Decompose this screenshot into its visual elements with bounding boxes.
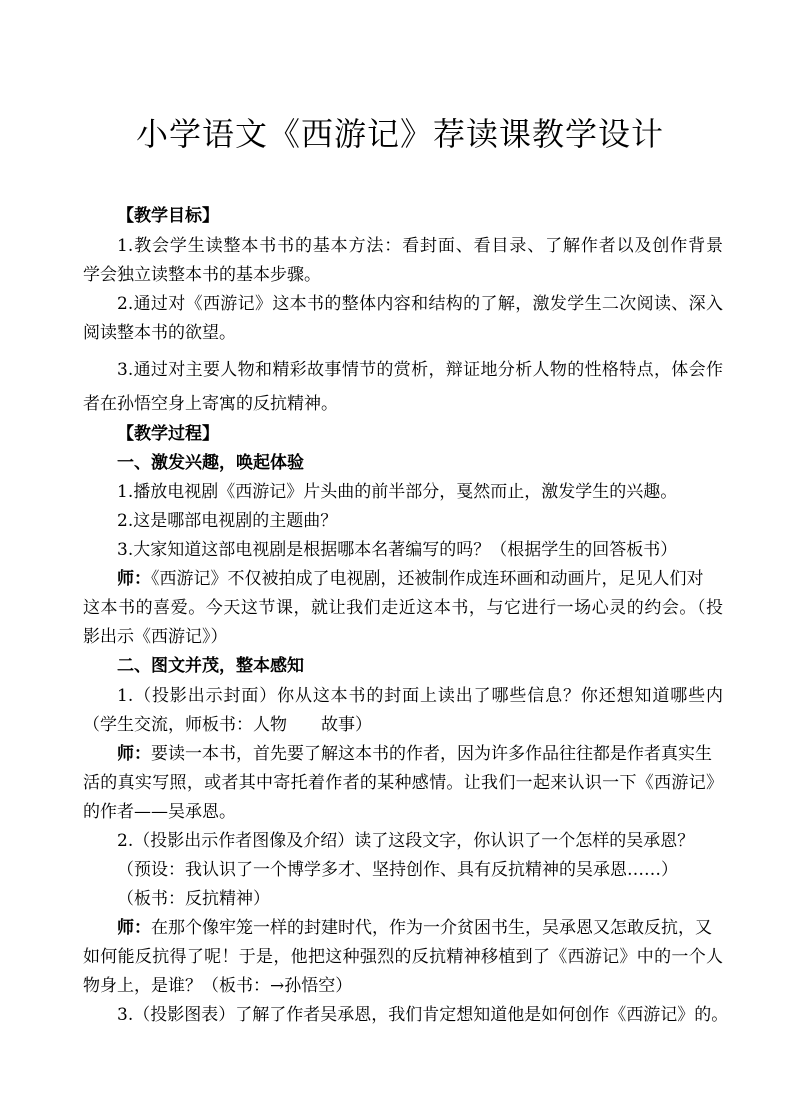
- paragraph-line: 1.教会学生读整本书书的基本方法：看封面、看目录、了解作者以及创作背景: [117, 236, 723, 256]
- subsection-heading: 二、图文并茂，整本感知: [117, 656, 304, 676]
- paragraph-line: 1.播放电视剧《西游记》片头曲的前半部分，戛然而止，激发学生的兴趣。: [117, 482, 678, 502]
- paragraph-line: 活的真实写照，或者其中寄托着作者的某种感情。让我们一起来认识一下《西游记》: [83, 773, 723, 793]
- teacher-label: 师：: [117, 569, 151, 589]
- section-heading-objectives: 【教学目标】: [117, 206, 219, 226]
- paragraph-line: 2.通过对《西游记》这本书的整体内容和结构的了解，激发学生二次阅读、深入: [117, 294, 723, 314]
- paragraph-line: （学生交流，师板书：人物 故事）: [83, 715, 372, 735]
- teacher-text: 《西游记》不仅被拍成了电视剧，还被制作成连环画和动画片，足见人们对: [151, 569, 704, 589]
- subsection-heading: 一、激发兴趣，唤起体验: [117, 453, 304, 473]
- paragraph-line: 3.大家知道这部电视剧是根据哪本名著编写的吗？（根据学生的回答板书）: [117, 540, 678, 560]
- paragraph-line: 2.这是哪部电视剧的主题曲？: [117, 511, 338, 531]
- section-heading-process: 【教学过程】: [117, 424, 219, 444]
- paragraph-line: 的作者——吴承恩。: [83, 802, 236, 822]
- page-title: 小学语文《西游记》荐读课教学设计: [135, 115, 664, 153]
- teacher-line: [117, 915, 723, 941]
- paragraph-line: 影出示《西游记》）: [83, 627, 228, 647]
- teacher-text: 要读一本书，首先要了解这本书的作者，因为许多作品往往都是作者真实生: [151, 744, 712, 764]
- teacher-line: [117, 741, 723, 767]
- paragraph-line: 如何能反抗得了呢！于是，他把这种强烈的反抗精神移植到了《西游记》中的一个人: [83, 947, 723, 967]
- teacher-text: 在那个像牢笼一样的封建时代，作为一介贫困书生，吴承恩又怎敢反抗，又: [151, 918, 712, 938]
- teacher-label: 师：: [117, 918, 151, 938]
- paragraph-line: 3.通过对主要人物和精彩故事情节的赏析，辩证地分析人物的性格特点，体会作: [117, 360, 723, 380]
- paragraph-line: 2.（投影出示作者图像及介绍）读了这段文字，你认识了一个怎样的吴承恩？: [117, 831, 695, 851]
- teacher-label: 师：: [117, 744, 151, 764]
- paragraph-line: 这本书的喜爱。今天这节课，就让我们走近这本书，与它进行一场心灵的约会。（投: [83, 598, 723, 618]
- teacher-line: [117, 566, 723, 592]
- paragraph-line: 1.（投影出示封面）你从这本书的封面上读出了哪些信息？你还想知道哪些内: [117, 686, 723, 706]
- paragraph-line: 3.（投影图表）了解了作者吴承恩，我们肯定想知道他是如何创作《西游记》的。: [117, 1005, 729, 1025]
- paragraph-line: 者在孙悟空身上寄寓的反抗精神。: [83, 394, 338, 414]
- paragraph-line: （预设：我认识了一个博学多才、坚持创作、具有反抗精神的吴承恩……）: [117, 860, 678, 880]
- paragraph-line: （板书：反抗精神）: [117, 889, 270, 909]
- paragraph-line: 物身上，是谁？（板书：→孙悟空）: [83, 976, 353, 996]
- paragraph-line: 阅读整本书的欲望。: [83, 323, 236, 343]
- paragraph-line: 学会独立读整本书的基本步骤。: [83, 265, 321, 285]
